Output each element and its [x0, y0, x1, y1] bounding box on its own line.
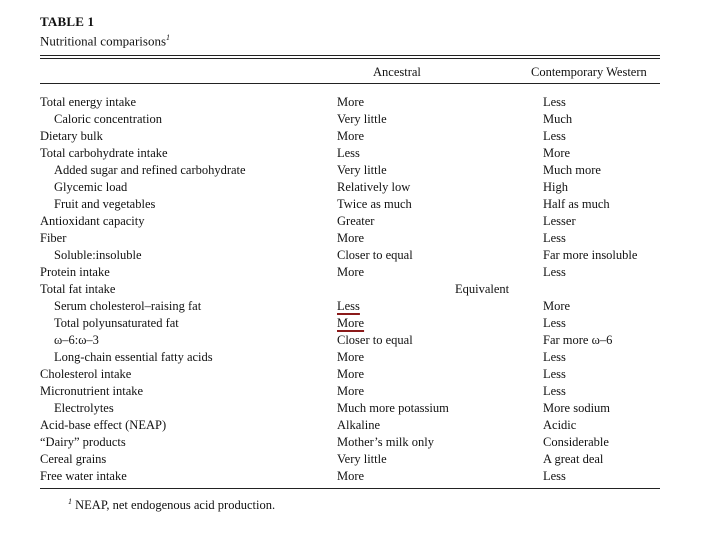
table-row — [40, 315, 660, 332]
table-row — [40, 383, 660, 400]
column-header-row — [40, 59, 660, 83]
table-footnote — [68, 494, 660, 513]
table-row — [40, 366, 660, 383]
contemporary-value: Considerable — [543, 435, 609, 450]
ancestral-value: Greater — [337, 214, 375, 229]
row-label: Fruit and vegetables — [54, 197, 156, 212]
table-row — [40, 281, 660, 298]
contemporary-value: Less — [543, 367, 566, 382]
ancestral-value: Very little — [337, 112, 387, 127]
ancestral-value: Relatively low — [337, 180, 411, 195]
ancestral-value: Closer to equal — [337, 248, 413, 263]
contemporary-value: More — [543, 146, 571, 161]
table-row — [40, 111, 660, 128]
contemporary-value: Less — [543, 350, 566, 365]
ancestral-value: More — [337, 350, 365, 365]
header-rule — [40, 83, 660, 84]
row-label: Electrolytes — [54, 401, 114, 416]
caption-note-mark: 1 — [166, 33, 171, 42]
row-label: Total polyunsaturated fat — [54, 316, 179, 331]
contemporary-value: Half as much — [543, 197, 610, 212]
contemporary-value: Less — [543, 265, 566, 280]
table-row — [40, 145, 660, 162]
contemporary-value: Less — [543, 316, 566, 331]
table-row — [40, 247, 660, 264]
ancestral-value: Very little — [337, 163, 387, 178]
contemporary-value: Less — [543, 231, 566, 246]
table-row — [40, 94, 660, 111]
row-label: ω–6:ω–3 — [54, 333, 99, 348]
ancestral-value: More — [337, 469, 365, 484]
table-row — [40, 213, 660, 230]
table-document — [40, 14, 660, 513]
row-label: Total fat intake — [40, 282, 116, 297]
table-row — [40, 230, 660, 247]
row-label: Cholesterol intake — [40, 367, 132, 382]
ancestral-value: More — [337, 231, 365, 246]
ancestral-value: Twice as much — [337, 197, 412, 212]
ancestral-value: Very little — [337, 452, 387, 467]
row-label: Antioxidant capacity — [40, 214, 145, 229]
ancestral-value: Closer to equal — [337, 333, 413, 348]
row-label: Glycemic load — [54, 180, 128, 195]
contemporary-value: Less — [543, 384, 566, 399]
table-row — [40, 196, 660, 213]
table-row — [40, 298, 660, 315]
contemporary-value: Less — [543, 469, 566, 484]
contemporary-value: High — [543, 180, 568, 195]
footnote-mark: 1 — [68, 497, 72, 507]
row-label: Caloric concentration — [54, 112, 162, 127]
ancestral-value: Less — [337, 146, 360, 161]
contemporary-value: Far more ω–6 — [543, 333, 613, 348]
row-label: Added sugar and refined carbohydrate — [54, 163, 246, 178]
table-row — [40, 264, 660, 281]
ancestral-value: Less — [337, 299, 360, 314]
contemporary-value: More — [543, 299, 571, 314]
row-label: Soluble:insoluble — [54, 248, 142, 263]
row-label: Micronutrient intake — [40, 384, 144, 399]
table-row — [40, 349, 660, 366]
table-caption — [40, 30, 660, 49]
footnote-text: NEAP, net endogenous acid production. — [75, 498, 276, 513]
ancestral-value: More — [337, 316, 365, 331]
row-label: “Dairy” products — [40, 435, 126, 450]
row-label: Long-chain essential fatty acids — [54, 350, 213, 365]
column-header-contemporary: Contemporary Western — [531, 65, 647, 80]
table-row — [40, 128, 660, 145]
ancestral-value: Alkaline — [337, 418, 381, 433]
table-row — [40, 332, 660, 349]
row-label: Acid-base effect (NEAP) — [40, 418, 167, 433]
contemporary-value: Less — [543, 129, 566, 144]
ancestral-value: More — [337, 384, 365, 399]
ancestral-value: More — [337, 95, 365, 110]
contemporary-value: Lesser — [543, 214, 576, 229]
table-row — [40, 468, 660, 485]
row-label: Free water intake — [40, 469, 127, 484]
ancestral-value: Mother’s milk only — [337, 435, 434, 450]
table-row — [40, 179, 660, 196]
table-row — [40, 417, 660, 434]
contemporary-value: Much more — [543, 163, 601, 178]
table-body — [40, 94, 660, 485]
table-label: TABLE 1 — [40, 14, 95, 29]
row-spanning-value: Equivalent — [455, 282, 510, 297]
table-row — [40, 451, 660, 468]
contemporary-value: More sodium — [543, 401, 611, 416]
row-label: Protein intake — [40, 265, 110, 280]
row-label: Dietary bulk — [40, 129, 103, 144]
row-label: Total carbohydrate intake — [40, 146, 168, 161]
column-header-ancestral: Ancestral — [373, 65, 421, 80]
bottom-rule — [40, 488, 660, 489]
ancestral-value: More — [337, 129, 365, 144]
table-row — [40, 162, 660, 179]
contemporary-value: Acidic — [543, 418, 577, 433]
ancestral-value: More — [337, 367, 365, 382]
contemporary-value: Far more insoluble — [543, 248, 638, 263]
row-label: Cereal grains — [40, 452, 107, 467]
ancestral-value: More — [337, 265, 365, 280]
contemporary-value: Less — [543, 95, 566, 110]
table-row — [40, 400, 660, 417]
row-label: Serum cholesterol–raising fat — [54, 299, 202, 314]
contemporary-value: Much — [543, 112, 573, 127]
row-label: Fiber — [40, 231, 67, 246]
caption-text: Nutritional comparisons — [40, 33, 167, 49]
table-row — [40, 434, 660, 451]
row-label: Total energy intake — [40, 95, 137, 110]
ancestral-value: Much more potassium — [337, 401, 449, 416]
contemporary-value: A great deal — [543, 452, 604, 467]
